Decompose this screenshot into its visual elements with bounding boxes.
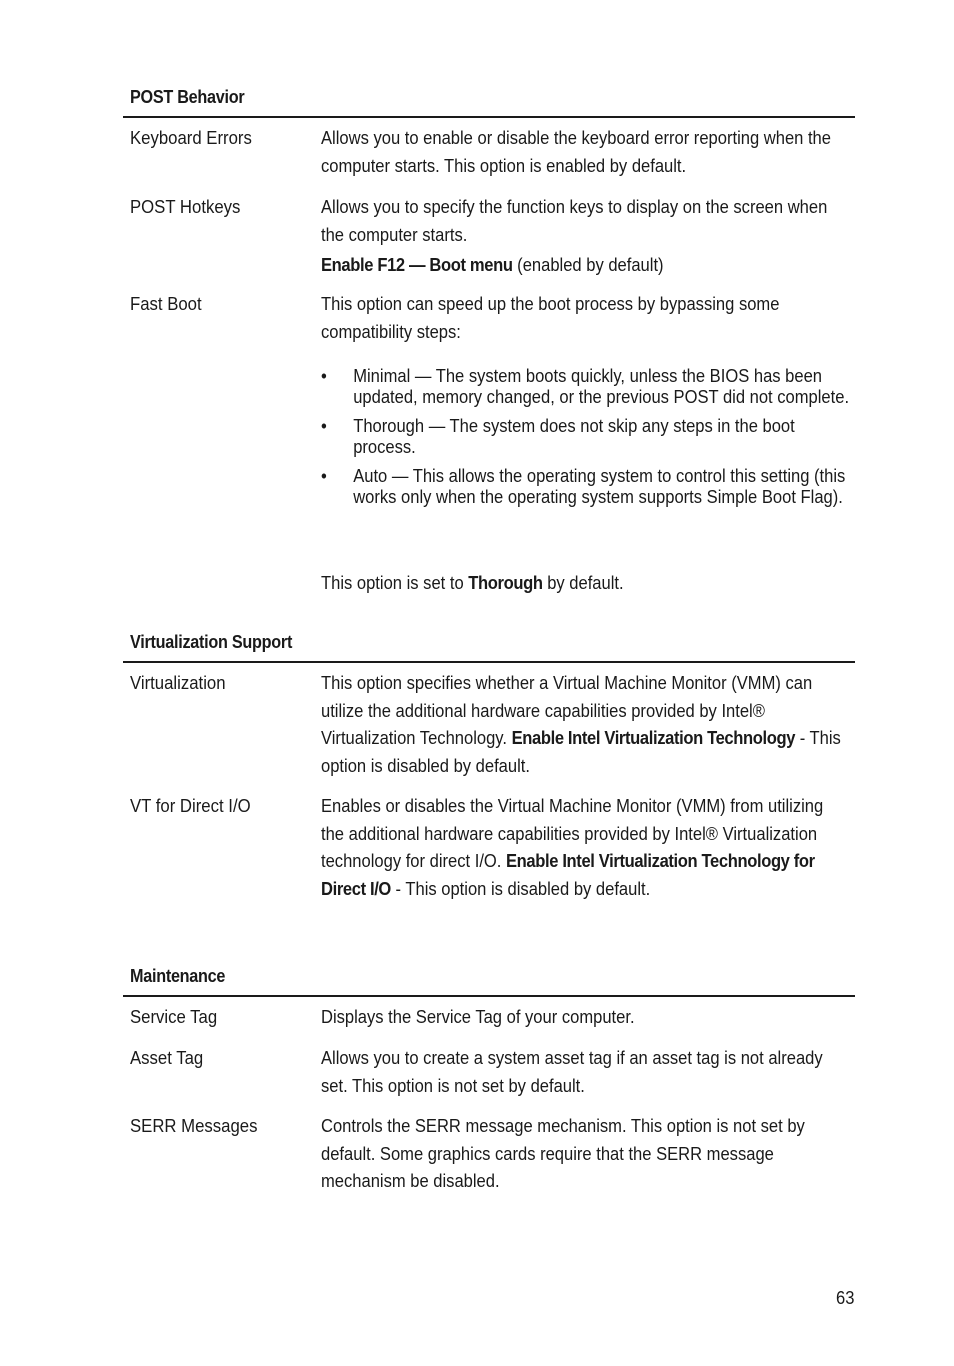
setting-label-vt-direct-io: VT for Direct I/O	[130, 796, 251, 816]
option-name: Enable Intel Virtualization Technology	[511, 728, 796, 748]
desc-note: - This option is disabled by default.	[390, 878, 651, 899]
setting-label-keyboard-errors: Keyboard Errors	[130, 128, 252, 148]
fast-boot-default-note	[321, 570, 850, 598]
section-title-maintenance: Maintenance	[130, 966, 226, 986]
desc-note: - This option is disabled by default.	[321, 728, 841, 776]
bullet-icon: •	[321, 366, 327, 386]
setting-desc-keyboard-errors: Allows you to enable or disable the keyboard error reporting when the computer starts. This option is enabled by default.	[321, 128, 831, 176]
setting-desc-post-hotkeys: Allows you to specify the function keys to display on the screen when the computer starts.	[321, 197, 828, 245]
setting-label-fast-boot: Fast Boot	[130, 294, 202, 314]
setting-option-post-hotkeys	[321, 252, 850, 280]
setting-desc-service-tag: Displays the Service Tag of your computer.	[321, 1007, 635, 1027]
default-value: Thorough	[468, 573, 543, 593]
section-title-post-behavior: POST Behavior	[130, 87, 245, 107]
setting-desc-virtualization	[321, 670, 850, 780]
list-item	[321, 466, 850, 507]
setting-desc-serr-messages: Controls the SERR message mechanism. This option is not set by default. Some graphics cards require that the SERR message mechanism be disabled.	[321, 1116, 805, 1191]
section-divider	[123, 995, 855, 997]
setting-desc-fast-boot: This option can speed up the boot process by bypassing some compatibility steps:	[321, 294, 780, 342]
list-item-text: Minimal — The system boots quickly, unless the BIOS has been updated, memory changed, or the previous POST did not complete.	[353, 366, 850, 407]
bullet-icon: •	[321, 416, 327, 436]
setting-label-asset-tag: Asset Tag	[130, 1048, 204, 1068]
desc-text: Enables or disables the Virtual Machine Monitor (VMM) from utilizing the additional hardware capabilities provided by Intel® Virtualization technology for direct I/O.	[321, 796, 824, 871]
list-item	[321, 366, 850, 407]
note-prefix: This option is set to	[321, 573, 469, 593]
option-name: Enable Intel Virtualization Technology for Direct I/O	[321, 851, 815, 899]
section-divider	[123, 661, 855, 663]
note-suffix: by default.	[542, 573, 624, 593]
setting-label-virtualization: Virtualization	[130, 673, 226, 693]
fast-boot-options-list	[321, 366, 850, 516]
page-number: 63	[836, 1288, 855, 1308]
section-title-virtualization-support: Virtualization Support	[130, 632, 293, 652]
section-divider	[123, 116, 855, 118]
option-note: (enabled by default)	[512, 255, 664, 275]
setting-label-serr-messages: SERR Messages	[130, 1116, 258, 1136]
bullet-icon: •	[321, 466, 327, 486]
desc-text: This option specifies whether a Virtual Machine Monitor (VMM) can utilize the additional hardware capabilities provided by Intel® Virtualization Technology.	[321, 673, 813, 748]
setting-label-post-hotkeys: POST Hotkeys	[130, 197, 241, 217]
list-item-text: Thorough — The system does not skip any steps in the boot process.	[353, 416, 795, 457]
setting-desc-vt-direct-io	[321, 793, 850, 903]
list-item	[321, 416, 850, 457]
list-item-text: Auto — This allows the operating system to control this setting (this works only when the operating system supports Simple Boot Flag).	[353, 466, 846, 507]
setting-label-service-tag: Service Tag	[130, 1007, 218, 1027]
setting-desc-asset-tag: Allows you to create a system asset tag if an asset tag is not already set. This option is not set by default.	[321, 1048, 823, 1096]
option-name: Enable F12 — Boot menu	[321, 255, 513, 275]
